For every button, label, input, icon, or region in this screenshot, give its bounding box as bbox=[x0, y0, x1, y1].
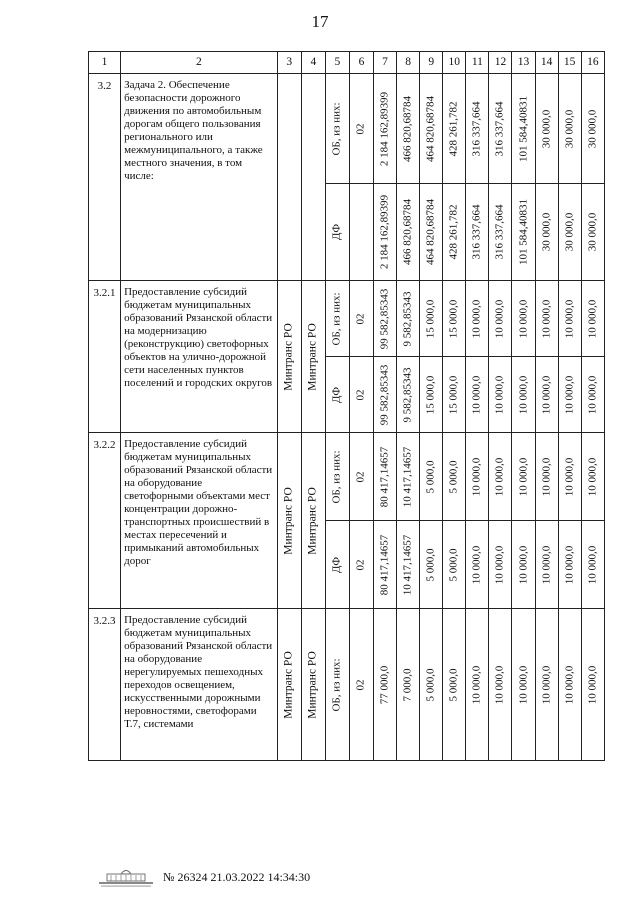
value-cell: 99 582,85343 bbox=[378, 364, 391, 425]
value-cell: 10 000,0 bbox=[470, 665, 483, 704]
value-cell: 30 000,0 bbox=[586, 212, 599, 252]
value-cell: 10 000,0 bbox=[493, 299, 506, 338]
value-cell: 15 000,0 bbox=[447, 375, 460, 414]
value-cell: 10 000,0 bbox=[586, 299, 599, 338]
source-cell bbox=[325, 521, 349, 609]
executor-cell bbox=[277, 609, 301, 761]
executor-cell bbox=[277, 281, 301, 433]
code-cell bbox=[349, 433, 373, 521]
value-cell: 7 000,0 bbox=[401, 668, 414, 701]
source-cell bbox=[325, 433, 349, 521]
executor-label: Минтранс РО bbox=[282, 322, 295, 391]
header-cell: 5 bbox=[325, 52, 349, 74]
source-label: ОБ, из них: bbox=[330, 657, 343, 712]
participant-label: Минтранс РО bbox=[306, 322, 319, 391]
source-label: ДФ bbox=[330, 556, 343, 573]
budget-table bbox=[88, 51, 605, 761]
value-cell: 30 000,0 bbox=[540, 212, 553, 252]
participant-label: Минтранс РО bbox=[306, 486, 319, 555]
header-cell: 16 bbox=[581, 52, 604, 74]
budget-code: 02 bbox=[354, 559, 367, 570]
value-cell: 30 000,0 bbox=[563, 212, 576, 252]
source-cell bbox=[325, 609, 349, 761]
table-row bbox=[89, 74, 605, 184]
value-cell: 101 584,40831 bbox=[517, 199, 530, 265]
budget-code: 02 bbox=[354, 389, 367, 400]
registry-building-logo-icon bbox=[97, 866, 155, 888]
footer bbox=[97, 866, 617, 890]
code-cell bbox=[349, 609, 373, 761]
value-cell: 10 000,0 bbox=[517, 457, 530, 496]
table-row bbox=[89, 281, 605, 357]
source-label: ОБ, из них: bbox=[330, 291, 343, 346]
value-cell: 10 000,0 bbox=[493, 665, 506, 704]
header-cell: 1 bbox=[89, 52, 121, 74]
value-cell: 10 000,0 bbox=[493, 545, 506, 584]
value-cell: 5 000,0 bbox=[447, 548, 460, 581]
registration-stamp: № 26324 21.03.2022 14:34:30 bbox=[163, 870, 311, 884]
value-cell: 5 000,0 bbox=[424, 460, 437, 493]
participant-label: Минтранс РО bbox=[306, 650, 319, 719]
row-description: Предоставление субсидий бюджетам муниципальных образований Рязанской области на оборудование нерегулируемых пешеходных переходов освещением, искусственными дорожными неровностями, светофорами Т.7, системами bbox=[121, 609, 278, 761]
row-code: 3.2.1 bbox=[89, 281, 121, 433]
source-label: ОБ, из них: bbox=[330, 101, 343, 156]
value-cell: 5 000,0 bbox=[447, 668, 460, 701]
code-cell bbox=[349, 357, 373, 433]
executor-label: Минтранс РО bbox=[282, 650, 295, 719]
value-cell: 30 000,0 bbox=[540, 109, 553, 148]
value-cell: 10 000,0 bbox=[517, 375, 530, 414]
code-cell bbox=[349, 184, 373, 281]
value-cell: 10 000,0 bbox=[493, 375, 506, 414]
value-cell: 5 000,0 bbox=[424, 668, 437, 701]
value-cell: 10 000,0 bbox=[470, 457, 483, 496]
value-cell: 10 000,0 bbox=[470, 375, 483, 414]
value-cell: 10 000,0 bbox=[540, 457, 553, 496]
value-cell: 466 820,68784 bbox=[401, 199, 414, 265]
value-cell: 316 337,664 bbox=[493, 204, 506, 260]
table-row bbox=[89, 609, 605, 761]
budget-code: 02 bbox=[354, 313, 367, 324]
table-row bbox=[89, 433, 605, 521]
value-cell: 428 261,782 bbox=[447, 204, 460, 260]
budget-code: 02 bbox=[354, 123, 367, 134]
value-cell: 99 582,85343 bbox=[378, 288, 391, 349]
source-label: ОБ, из них: bbox=[330, 449, 343, 504]
header-cell: 7 bbox=[374, 52, 397, 74]
value-cell: 10 000,0 bbox=[563, 545, 576, 584]
header-cell: 3 bbox=[277, 52, 301, 74]
value-cell: 15 000,0 bbox=[424, 299, 437, 338]
page-number: 17 bbox=[311, 12, 329, 31]
row-code: 3.2.3 bbox=[89, 609, 121, 761]
value-cell: 10 000,0 bbox=[563, 457, 576, 496]
row-description: Предоставление субсидий бюджетам муниципальных образований Рязанской области на оборудование светофорными объектами мест концентрации дорожно-транспортных происшествий в местах пересечений и примыканий автомобильных дорог bbox=[121, 433, 278, 609]
participant-cell bbox=[301, 609, 325, 761]
value-cell: 10 000,0 bbox=[470, 545, 483, 584]
value-cell: 10 000,0 bbox=[493, 457, 506, 496]
value-cell: 10 000,0 bbox=[540, 299, 553, 338]
value-cell: 10 417,14657 bbox=[401, 446, 414, 507]
value-cell: 10 000,0 bbox=[517, 299, 530, 338]
executor-label: Минтранс РО bbox=[282, 486, 295, 555]
header-cell: 4 bbox=[301, 52, 325, 74]
value-cell: 2 184 162,89399 bbox=[378, 194, 391, 270]
value-cell: 80 417,14657 bbox=[378, 446, 391, 507]
value-cell: 80 417,14657 bbox=[378, 534, 391, 595]
header-cell: 9 bbox=[420, 52, 443, 74]
value-cell: 10 000,0 bbox=[586, 375, 599, 414]
row-code: 3.2.2 bbox=[89, 433, 121, 609]
source-cell bbox=[325, 184, 349, 281]
header-cell: 2 bbox=[121, 52, 278, 74]
budget-code: 02 bbox=[354, 679, 367, 690]
value-cell: 10 000,0 bbox=[563, 299, 576, 338]
row-code: 3.2 bbox=[89, 74, 121, 281]
value-cell: 316 337,664 bbox=[470, 204, 483, 260]
value-cell: 15 000,0 bbox=[447, 299, 460, 338]
header-cell: 12 bbox=[489, 52, 512, 74]
code-cell bbox=[349, 281, 373, 357]
value-cell: 10 000,0 bbox=[563, 665, 576, 704]
code-cell bbox=[349, 74, 373, 184]
participant-cell bbox=[301, 433, 325, 609]
value-cell: 10 000,0 bbox=[540, 665, 553, 704]
row-description: Предоставление субсидий бюджетам муниципальных образований Рязанской области на модернизацию (реконструкцию) светофорных объектов на улично-дорожной сети населенных пунктов поселений и городских округов bbox=[121, 281, 278, 433]
value-cell: 9 582,85343 bbox=[401, 291, 414, 346]
value-cell: 10 000,0 bbox=[586, 665, 599, 704]
value-cell: 10 000,0 bbox=[563, 375, 576, 414]
header-cell: 10 bbox=[443, 52, 466, 74]
value-cell: 10 417,14657 bbox=[401, 534, 414, 595]
value-cell: 5 000,0 bbox=[424, 548, 437, 581]
value-cell: 30 000,0 bbox=[563, 109, 576, 148]
value-cell: 464 820,68784 bbox=[424, 199, 437, 265]
code-cell bbox=[349, 521, 373, 609]
value-cell: 428 261,782 bbox=[447, 101, 460, 156]
source-label: ДФ bbox=[330, 386, 343, 403]
value-cell: 10 000,0 bbox=[540, 375, 553, 414]
source-label: ДФ bbox=[330, 223, 343, 241]
value-cell: 2 184 162,89399 bbox=[378, 91, 391, 166]
value-cell: 316 337,664 bbox=[493, 101, 506, 156]
value-cell: 10 000,0 bbox=[540, 545, 553, 584]
value-cell: 101 584,40831 bbox=[517, 95, 530, 162]
value-cell: 10 000,0 bbox=[517, 545, 530, 584]
executor-cell bbox=[277, 74, 301, 281]
value-cell: 77 000,0 bbox=[378, 665, 391, 704]
participant-cell bbox=[301, 281, 325, 433]
header-cell: 6 bbox=[349, 52, 373, 74]
source-cell bbox=[325, 281, 349, 357]
value-cell: 10 000,0 bbox=[517, 665, 530, 704]
value-cell: 5 000,0 bbox=[447, 460, 460, 493]
value-cell: 30 000,0 bbox=[586, 109, 599, 148]
header-cell: 11 bbox=[466, 52, 489, 74]
value-cell: 464 820,68784 bbox=[424, 95, 437, 162]
value-cell: 466 820,68784 bbox=[401, 95, 414, 162]
header-cell: 15 bbox=[558, 52, 581, 74]
source-cell bbox=[325, 74, 349, 184]
header-row bbox=[89, 52, 605, 74]
value-cell: 10 000,0 bbox=[586, 457, 599, 496]
value-cell: 10 000,0 bbox=[586, 545, 599, 584]
value-cell: 9 582,85343 bbox=[401, 367, 414, 422]
header-cell: 8 bbox=[397, 52, 420, 74]
budget-code: 02 bbox=[354, 471, 367, 482]
value-cell: 15 000,0 bbox=[424, 375, 437, 414]
source-cell bbox=[325, 357, 349, 433]
value-cell: 10 000,0 bbox=[470, 299, 483, 338]
value-cell: 316 337,664 bbox=[470, 101, 483, 156]
row-description: Задача 2. Обеспечение безопасности дорожного движения по автомобильным дорогам общего пользования регионального или межмуниципального, а также местного значения, в том числе: bbox=[121, 74, 278, 281]
header-cell: 13 bbox=[512, 52, 535, 74]
participant-cell bbox=[301, 74, 325, 281]
header-cell: 14 bbox=[535, 52, 558, 74]
executor-cell bbox=[277, 433, 301, 609]
